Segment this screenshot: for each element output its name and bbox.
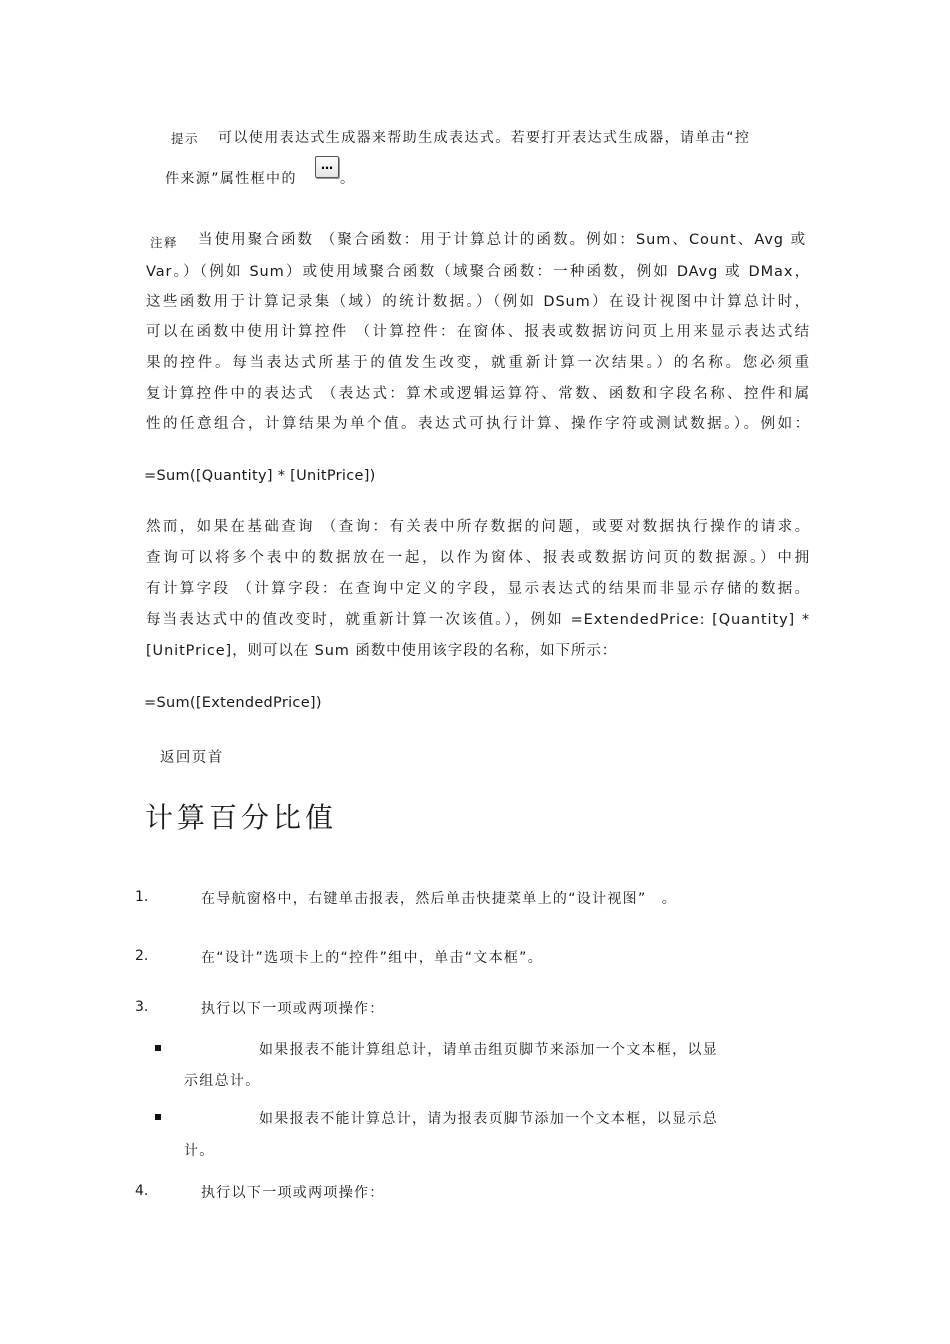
step-number: 2. xyxy=(135,948,149,964)
tip-text-line2-end: 。 xyxy=(340,171,356,187)
step-text: 在导航窗格中，右键单击报表，然后单击快捷菜单上的“设计视图” 。 xyxy=(201,891,678,907)
step-number: 4. xyxy=(135,1183,149,1199)
para2-line: 然而，如果在基础查询 （查询：有关表中所存数据的问题，或要对数据执行操作的请求。 xyxy=(146,519,810,535)
note-line: Var。）（例如 Sum）或使用域聚合函数（域聚合函数：一种函数，例如 DAvg 或 DMax， xyxy=(146,264,810,280)
bullet-text-line2: 计。 xyxy=(184,1143,215,1159)
para2-line: [UnitPrice]，则可以在 Sum 函数中使用该字段的名称，如下所示： xyxy=(146,643,618,659)
note-label: 注释 xyxy=(150,235,179,250)
code-example-extended: =Sum([ExtendedPrice]) xyxy=(144,695,322,711)
note-line: 可以在函数中使用计算控件 （计算控件：在窗体、报表或数据访问页上用来显示表达式结 xyxy=(146,324,810,340)
note-line: 当使用聚合函数 （聚合函数：用于计算总计的函数。例如：Sum、Count、Avg 或 xyxy=(198,232,806,248)
back-to-top-link[interactable]: 返回页首 xyxy=(160,750,224,766)
note-line: 性的任意组合，计算结果为单个值。表达式可执行计算、操作字符或测试数据。）。例如： xyxy=(146,416,810,432)
note-line: 果的控件。每当表达式所基于的值发生改变，就重新计算一次结果。）的名称。您必须重 xyxy=(146,355,810,371)
tip-label: 提示 xyxy=(171,131,200,146)
section-heading: 计算百分比值 xyxy=(145,801,338,834)
note-line: 这些函数用于计算记录集（域）的统计数据。）（例如 DSum）在设计视图中计算总计时， xyxy=(146,294,810,310)
bullet-marker xyxy=(155,1045,161,1051)
code-example-sum: =Sum([Quantity] * [UnitPrice]) xyxy=(144,468,376,484)
step-text: 执行以下一项或两项操作： xyxy=(201,1001,385,1017)
tip-text-line2: 件来源”属性框中的 xyxy=(165,171,297,187)
bullet-marker xyxy=(155,1114,161,1120)
bullet-text-line2: 示组总计。 xyxy=(184,1073,261,1089)
step-text: 执行以下一项或两项操作： xyxy=(201,1185,385,1201)
para2-line: 查询可以将多个表中的数据放在一起，以作为窗体、报表或数据访问页的数据源。）中拥 xyxy=(146,550,810,566)
bullet-text-line1: 如果报表不能计算组总计，请单击组页脚节来添加一个文本框，以显 xyxy=(259,1042,718,1058)
bullet-text-line1: 如果报表不能计算总计，请为报表页脚节添加一个文本框，以显示总 xyxy=(259,1111,718,1127)
note-line: 复计算控件中的表达式 （表达式：算术或逻辑运算符、常数、函数和字段名称、控件和属 xyxy=(146,386,810,402)
tip-text-line1: 可以使用表达式生成器来帮助生成表达式。若要打开表达式生成器，请单击“控 xyxy=(218,130,751,146)
para2-line: 每当表达式中的值改变时，就重新计算一次该值。），例如 =ExtendedPrice: [Quantity] * xyxy=(146,612,810,628)
step-number: 1. xyxy=(135,889,149,905)
step-number: 3. xyxy=(135,999,149,1015)
para2-line: 有计算字段 （计算字段：在查询中定义的字段，显示表达式的结果而非显示存储的数据。 xyxy=(146,581,810,597)
expression-builder-icon: … xyxy=(315,156,339,178)
step-text: 在“设计”选项卡上的“控件”组中，单击“文本框”。 xyxy=(201,950,544,966)
